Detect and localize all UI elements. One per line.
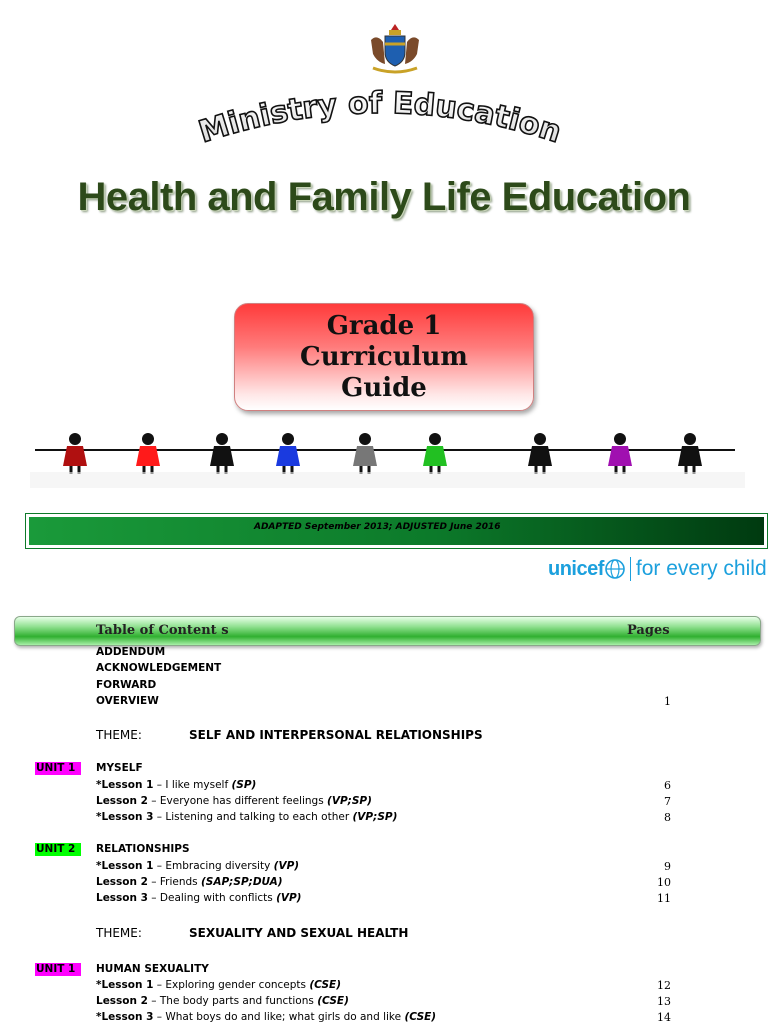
unit-name: RELATIONSHIPS: [96, 843, 190, 855]
theme-label: THEME:: [96, 728, 142, 742]
globe-icon: [605, 559, 625, 579]
toc-lesson[interactable]: Lesson 2 – Everyone has different feelings (VP;SP): [96, 795, 372, 807]
grade-box: [234, 303, 534, 411]
toc-lesson[interactable]: Lesson 2 – Friends (SAP;SP;DUA): [96, 876, 283, 888]
unicef-wordmark: unicef: [548, 557, 604, 580]
theme-title: SELF AND INTERPERSONAL RELATIONSHIPS: [189, 728, 483, 742]
toc-lesson[interactable]: *Lesson 3 – Listening and talking to each other (VP;SP): [96, 811, 398, 823]
child-figure: [210, 433, 234, 474]
toc-lesson[interactable]: *Lesson 1 – I like myself (SP): [96, 779, 257, 791]
logo-separator: [630, 557, 631, 581]
theme-title: SEXUALITY AND SEXUAL HEALTH: [189, 926, 409, 940]
unit-badge: UNIT 2: [35, 843, 81, 856]
toc-overview[interactable]: OVERVIEW: [96, 695, 159, 707]
toc-lesson[interactable]: Lesson 2 – The body parts and functions (CSE): [96, 995, 349, 1007]
grade-line-2: Curriculum: [300, 341, 468, 372]
document-title: Health and Family Life Education: [77, 175, 691, 219]
child-figure: [63, 433, 87, 474]
toc-lesson[interactable]: *Lesson 1 – Exploring gender concepts (CSE): [96, 979, 342, 991]
toc-addendum[interactable]: ADDENDUM: [96, 646, 166, 658]
toc-page-number: 11: [657, 892, 671, 905]
toc-page-number: 1: [664, 695, 671, 708]
toc-page-number: 6: [664, 779, 671, 792]
toc-acknowledgement[interactable]: ACKNOWLEDGEMENT: [96, 662, 222, 674]
ministry-heading: [160, 78, 600, 168]
unit-name: MYSELF: [96, 762, 143, 774]
toc-page-number: 7: [664, 795, 671, 808]
toc-page-number: 14: [657, 1011, 671, 1024]
child-figure: [423, 433, 447, 474]
toc-page-number: 8: [664, 811, 671, 824]
grade-line-1: Grade 1: [326, 310, 442, 341]
children-illustration: [30, 428, 745, 488]
unicef-tagline: for every child: [635, 557, 767, 580]
toc-lesson[interactable]: *Lesson 3 – What boys do and like; what girls do and like (CSE): [96, 1011, 437, 1023]
toc-page-number: 9: [664, 860, 671, 873]
toc-forward[interactable]: FORWARD: [96, 679, 157, 691]
toc-page-number: 13: [657, 995, 671, 1008]
theme-label: THEME:: [96, 926, 142, 940]
grade-line-3: Guide: [341, 372, 427, 403]
unicef-logo: [548, 556, 767, 582]
toc-lesson[interactable]: *Lesson 1 – Embracing diversity (VP): [96, 860, 300, 872]
toc-lesson[interactable]: Lesson 3 – Dealing with conflicts (VP): [96, 892, 302, 904]
child-figure: [353, 433, 377, 474]
toc-page-number: 12: [657, 979, 671, 992]
toc-header-bar: [14, 616, 761, 646]
adapted-banner: [25, 513, 768, 549]
child-figure: [678, 433, 702, 474]
toc-pages-label: Pages: [627, 623, 670, 638]
coat-of-arms-icon: [365, 22, 425, 74]
unit-badge: UNIT 1: [35, 963, 81, 976]
adapted-text: ADAPTED September 2013; ADJUSTED June 2016: [29, 517, 764, 545]
toc-title: Table of Content s: [96, 623, 229, 638]
unit-badge: UNIT 1: [35, 762, 81, 775]
toc-page-number: 10: [657, 876, 671, 889]
child-figure: [136, 433, 160, 474]
child-figure: [608, 433, 632, 474]
unit-name: HUMAN SEXUALITY: [96, 963, 209, 975]
svg-text:Ministry of Education: Ministry of Education: [194, 85, 566, 151]
child-figure: [276, 433, 300, 474]
child-figure: [528, 433, 552, 474]
